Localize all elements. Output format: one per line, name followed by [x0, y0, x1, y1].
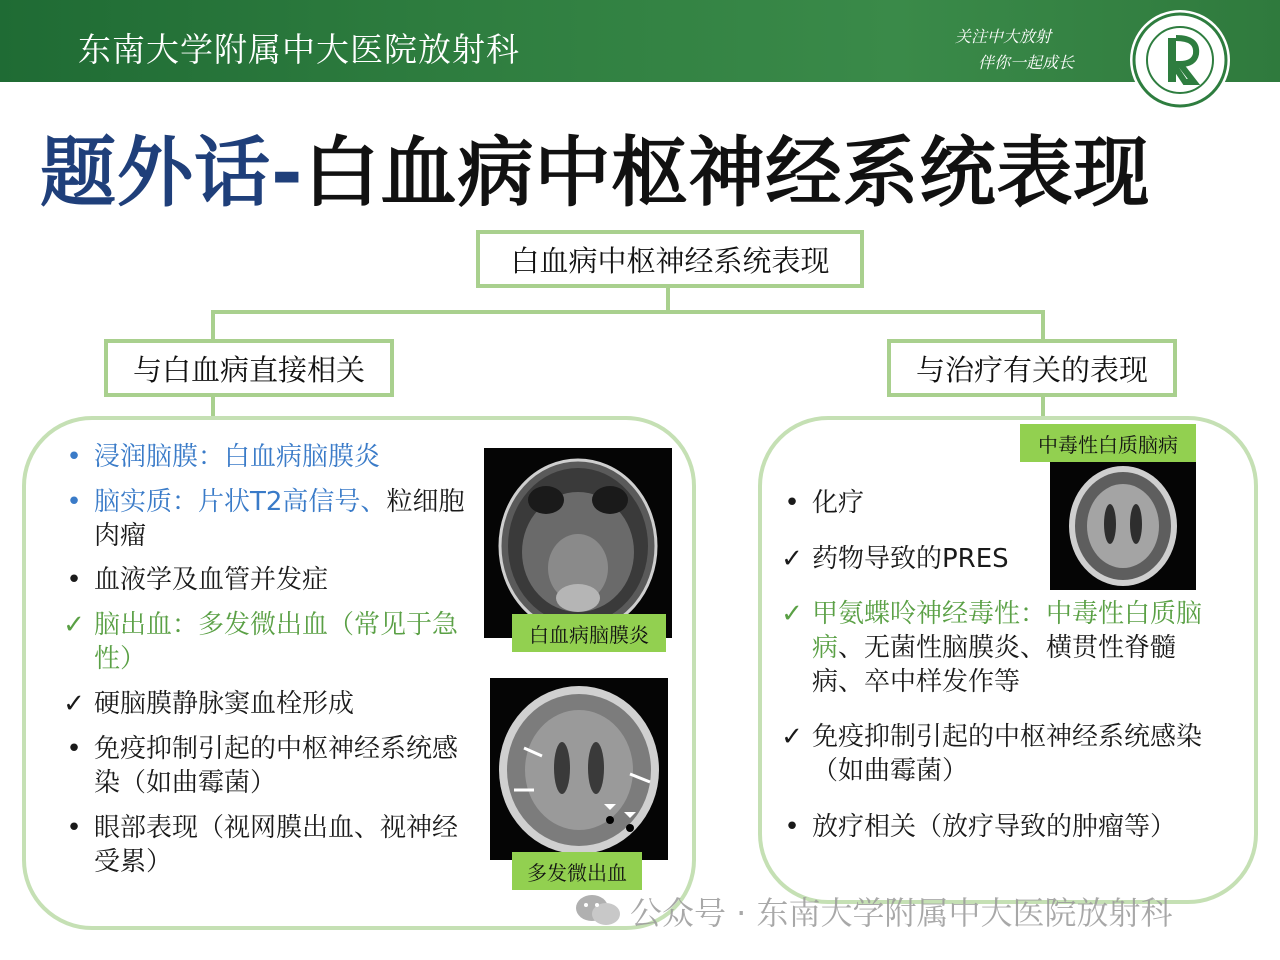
bullet-marker: •: [784, 812, 800, 842]
right-item-3-lead: 甲氨蝶呤神经毒性：中毒性白质脑病: [812, 599, 1203, 663]
mri-leukoencephalopathy-image: [1050, 462, 1196, 590]
right-item-4-text: 免疫抑制引起的中枢神经系统感染（如曲霉菌）: [812, 722, 1203, 786]
wechat-icon: [574, 892, 622, 928]
slogan-line-2: 伴你一起成长: [978, 53, 1075, 72]
mri-microbleeds-image: [490, 678, 668, 860]
tree-left-box: 与白血病直接相关: [104, 339, 394, 397]
right-item-5-text: 放疗相关（放疗导致的肿瘤等）: [812, 812, 1177, 842]
watermark-text: 公众号 · 东南大学附属中大医院放射科: [630, 894, 1173, 932]
connector-root: [666, 284, 670, 312]
check-marker: ✓: [63, 689, 85, 719]
right-item-4: [781, 720, 1218, 788]
bullet-marker: •: [66, 813, 82, 843]
left-item-1: [66, 440, 474, 474]
left-item-1-text: 浸润脑膜：白血病脑膜炎: [94, 442, 381, 472]
left-item-7-text: 眼部表现（视网膜出血、视神经受累）: [94, 813, 459, 877]
image-tag-meningitis: 白血病脑膜炎: [512, 614, 666, 652]
connector-right: [1041, 310, 1045, 340]
right-item-1: [784, 486, 1042, 520]
title-main: 白血病中枢神经系统表现: [303, 128, 1151, 217]
check-marker: ✓: [781, 544, 803, 574]
bullet-marker: •: [66, 565, 82, 595]
left-item-6: [66, 732, 474, 800]
right-item-3-tail: 、无菌性脑膜炎、横贯性脊髓病、卒中样发作等: [812, 633, 1177, 697]
tree-right-box: 与治疗有关的表现: [887, 339, 1177, 397]
left-item-5: [63, 687, 474, 721]
tree-root-box: 白血病中枢神经系统表现: [476, 230, 864, 288]
department-name: 东南大学附属中大医院放射科: [78, 30, 520, 69]
left-item-3: [66, 563, 474, 597]
title-prefix: 题外话-: [40, 128, 304, 217]
left-item-4: [63, 608, 474, 676]
hospital-logo-icon: [1128, 8, 1232, 112]
bullet-marker: •: [66, 442, 82, 472]
right-item-2: [781, 542, 1042, 576]
connector-horizontal: [211, 310, 1045, 314]
right-item-5: [784, 810, 1218, 844]
bullet-marker: •: [66, 734, 82, 764]
check-marker: ✓: [63, 610, 85, 640]
left-item-2: [66, 485, 474, 553]
bullet-marker: •: [784, 488, 800, 518]
mri-meningitis-image: [484, 448, 672, 638]
check-marker: ✓: [781, 599, 803, 629]
connector-left: [211, 310, 215, 340]
right-item-1-text: 化疗: [812, 488, 865, 518]
left-item-6-text: 免疫抑制引起的中枢神经系统感染（如曲霉菌）: [94, 734, 459, 798]
image-tag-microbleeds: 多发微出血: [512, 852, 642, 890]
left-item-7: [66, 811, 474, 879]
left-item-4-text: 脑出血：多发微出血（常见于急性）: [94, 610, 459, 674]
slogan-line-1: 关注中大放射: [955, 27, 1052, 46]
right-item-2-text: 药物导致的PRES: [812, 544, 1009, 574]
slide-title: [40, 112, 1151, 221]
check-marker: ✓: [781, 722, 803, 752]
left-item-2-tail: 粒细胞肉瘤: [94, 487, 465, 551]
left-item-3-text: 血液学及血管并发症: [94, 565, 329, 595]
header-banner: [0, 0, 1280, 82]
left-item-5-text: 硬脑膜静脉窦血栓形成: [94, 689, 355, 719]
bullet-marker: •: [66, 487, 82, 517]
image-tag-leukoencephalopathy: 中毒性白质脑病: [1020, 424, 1196, 462]
right-item-3: [781, 597, 1218, 699]
left-item-2-lead: 脑实质：片状T2高信号、: [94, 487, 387, 517]
